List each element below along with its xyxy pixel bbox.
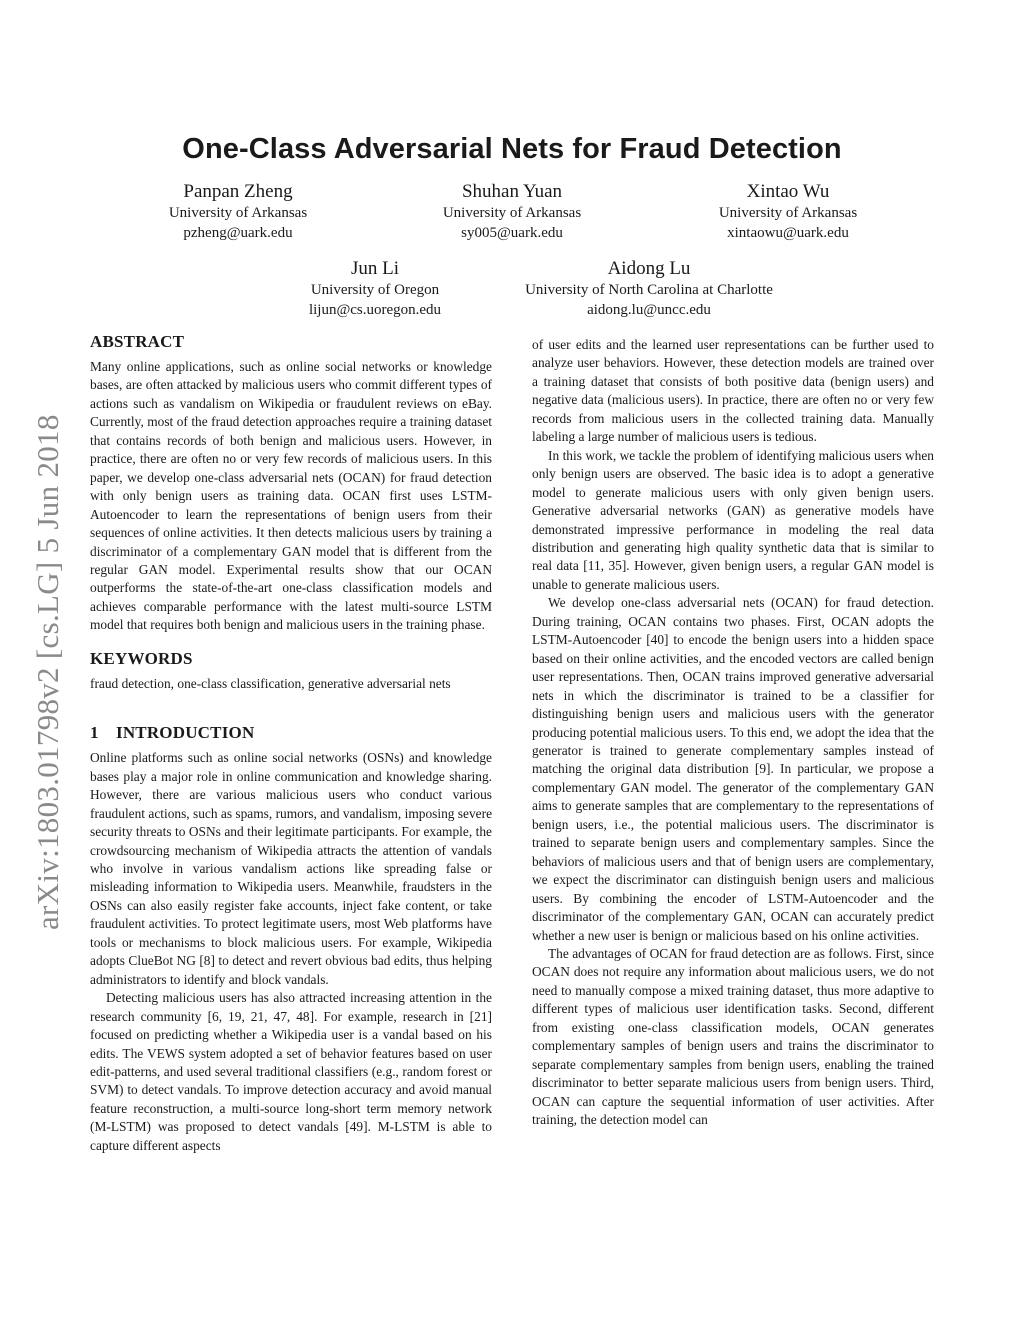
author-affiliation: University of Arkansas <box>168 205 308 221</box>
intro-paragraph: The advantages of OCAN for fraud detection are as follows. First, since OCAN does not require any information about malicious users, we do not need to manually compose a mixed training dataset, thus more adaptive to different types of malicious user identification tasks. Second, different from existing one-class classification models, OCAN generates complementary samples of benign users and trains the discriminator to separate complementary samples from benign users, enabling the trained discriminator to better separate malicious users from benign users. Third, OCAN can capture the sequential information of user activities. After training, the detection model can <box>532 945 934 1128</box>
intro-paragraph: Detecting malicious users has also attracted increasing attention in the research community [6, 19, 21, 47, 48]. For example, research in [21] focused on predicting whether a Wikipedia user is a vandal based on his edits. The VEWS system adopted a set of behavior features based on user edit-patterns, and used several traditional classifiers (e.g., random forest or SVM) to detect vandals. To improve detection accuracy and avoid manual feature reconstruction, a multi-source long-short term memory network (M-LSTM) was proposed to detect vandals [49]. M-LSTM is able to capture different aspects <box>90 990 492 1153</box>
intro-paragraph: We develop one-class adversarial nets (OCAN) for fraud detection. During training, OCAN contains two phases. First, OCAN adopts the LSTM-Autoencoder [40] to encode the benign users into a hidden space based on their online activities, and the encoded vectors are called benign user representations. Then, OCAN trains improved generative adversarial nets in which the discriminator is trained to be a classifier for distinguishing benign users and malicious users with the generator producing potential malicious users. To this end, we adopt the idea that the generator is trained to generate complementary samples instead of matching the original data distribution [9]. In particular, we propose a complementary GAN model. The generator of the complementary GAN aims to generate samples that are complementary to the representations of benign users, i.e., the potential malicious users. The discriminator is trained to separate benign users and complementary samples. Since the behaviors of malicious users and that of benign users are complementary, we expect the discriminator can distinguish benign users and malicious users. By combining the encoder of LSTM-Autoencoder and the discriminator of the complementary GAN, OCAN can accurately predict whether a new user is benign or malicious based on his online activities. <box>532 595 934 943</box>
author-name: Xintao Wu <box>746 181 830 202</box>
author-email: aidong.lu@uncc.edu <box>587 302 711 318</box>
intro-paragraph: of user edits and the learned user representations can be further used to analyze user behaviors. However, these detection models are trained over a training dataset that consists of both positive data (benign users) and negative data (malicious users). In practice, there are often no or very few records from malicious users in the collected training data. Manually labeling a large number of malicious users is tedious. <box>532 337 934 445</box>
author-affiliation: University of Arkansas <box>718 205 858 221</box>
author-name: Jun Li <box>350 258 400 279</box>
author-affiliation: University of North Carolina at Charlotte <box>525 282 773 298</box>
keywords-heading: KEYWORDS <box>90 648 193 668</box>
author-email: xintaowu@uark.edu <box>727 225 849 241</box>
author-email: pzheng@uark.edu <box>183 225 293 241</box>
keywords-text: fraud detection, one-class classification, generative adversarial nets <box>90 675 451 691</box>
introduction-heading <box>90 723 492 743</box>
author-name: Shuhan Yuan <box>461 181 563 202</box>
author-name: Panpan Zheng <box>183 181 293 202</box>
author-affiliation: University of Oregon <box>310 282 440 298</box>
author-block <box>138 181 338 243</box>
author-block <box>688 181 888 243</box>
author-name: Aidong Lu <box>607 258 691 279</box>
arxiv-identifier-stamp: arXiv:1803.01798v2 [cs.LG] 5 Jun 2018 <box>30 414 65 930</box>
abstract-heading: ABSTRACT <box>90 332 185 351</box>
author-email: sy005@uark.edu <box>461 225 563 241</box>
abstract-text: Many online applications, such as online social networks or knowledge bases, are often attacked by malicious users who commit different types of actions such as vandalism on Wikipedia or fraudulent reviews on eBay. Currently, most of the fraud detection approaches require a training dataset that contains records of both benign and malicious users. However, in practice, there are often no or very few records of malicious users. In this paper, we develop one-class adversarial nets (OCAN) for fraud detection with only benign users as training data. OCAN first uses LSTM-Autoencoder to learn the representations of benign users from their sequences of online activities. It then detects malicious users by training a discriminator of a complementary GAN model that is different from the regular GAN model. Experimental results show that our OCAN outperforms the state-of-the-art one-class classification models and achieves comparable performance with the latest multi-source LSTM model that requires both benign and malicious users in the training phase. <box>90 359 492 633</box>
author-affiliation: University of Arkansas <box>442 205 582 221</box>
right-column <box>532 336 934 1129</box>
author-block <box>412 181 612 243</box>
section-number: 1 <box>90 723 99 743</box>
intro-paragraph: In this work, we tackle the problem of identifying malicious users when only benign users are observed. The basic idea is to adopt a generative model to generate malicious users with only given benign users. Generative adversarial networks (GAN) as generative models have demonstrated impressive performance in modeling the real data distribution and generating high quality synthetic data that is similar to real data [11, 35]. However, given benign users, a regular GAN model is unable to generate malicious users. <box>532 447 934 592</box>
author-block <box>499 258 799 320</box>
intro-paragraph: Online platforms such as online social networks (OSNs) and knowledge bases play a major role in online communication and knowledge sharing. However, there are various malicious users who conduct various fraudulent actions, such as spams, rumors, and vandalism, imposing severe security threats to OSNs and their legitimate participants. For example, the crowdsourcing mechanism of Wikipedia attracts the attention of vandals who involve in various vandalism actions like spreading false or misleading information to Wikipedia users. Meanwhile, fraudsters in the OSNs can also easily register fake accounts, inject fake content, or take fraudulent activities. To protect legitimate users, most Web platforms have tools or mechanisms to block malicious users. For example, Wikipedia adopts ClueBot NG [8] to detect and revert obvious bad edits, thus helping administrators to identify and block vandals. <box>90 750 493 987</box>
author-block <box>275 258 475 320</box>
paper-title: One-Class Adversarial Nets for Fraud Detection <box>182 133 842 165</box>
left-column <box>90 332 492 1155</box>
section-title: INTRODUCTION <box>116 723 255 743</box>
author-email: lijun@cs.uoregon.edu <box>308 302 442 318</box>
